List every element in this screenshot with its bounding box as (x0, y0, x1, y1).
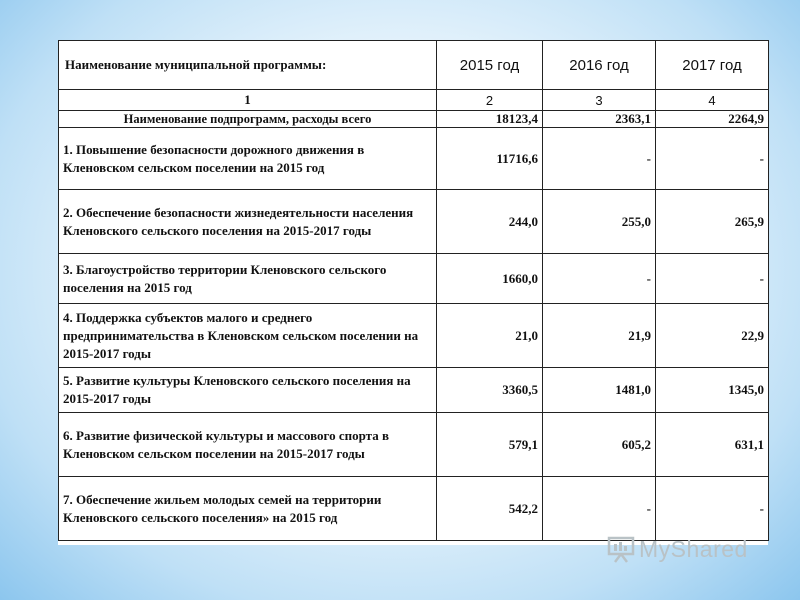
total-2015: 18123,4 (437, 111, 543, 128)
table-row (59, 477, 769, 541)
program-name: 4. Поддержка субъектов малого и среднего предпринимательства в Кленовском сельском поселении на 2015-2017 годы (59, 304, 437, 368)
myshared-watermark (606, 535, 748, 563)
value-2017: 265,9 (656, 190, 769, 254)
presentation-board-icon (606, 535, 636, 563)
value-2016: - (543, 477, 656, 541)
column-index: 3 (543, 90, 656, 111)
column-index: 2 (437, 90, 543, 111)
value-2015: 579,1 (437, 413, 543, 477)
value-2016: 255,0 (543, 190, 656, 254)
watermark-text: MyShared (639, 535, 748, 562)
value-2016: 21,9 (543, 304, 656, 368)
table-row (59, 128, 769, 190)
total-row (59, 111, 769, 128)
value-2015: 542,2 (437, 477, 543, 541)
program-name: 6. Развитие физической культуры и массового спорта в Кленовском сельском поселении на 2015-2017 годы (59, 413, 437, 477)
value-2016: 1481,0 (543, 368, 656, 413)
header-year-2016: 2016 год (543, 41, 656, 90)
total-2016: 2363,1 (543, 111, 656, 128)
budget-table (58, 40, 769, 541)
table-row (59, 368, 769, 413)
value-2017: 631,1 (656, 413, 769, 477)
column-index: 4 (656, 90, 769, 111)
value-2016: - (543, 254, 656, 304)
value-2016: 605,2 (543, 413, 656, 477)
table-row (59, 254, 769, 304)
total-label: Наименование подпрограмм, расходы всего (59, 111, 437, 128)
program-name: 2. Обеспечение безопасности жизнедеятельности населения Кленовского сельского поселения на 2015-2017 годы (59, 190, 437, 254)
program-name: 7. Обеспечение жильем молодых семей на территории Кленовского сельского поселения» на 2015 год (59, 477, 437, 541)
value-2017: - (656, 477, 769, 541)
program-name: 1. Повышение безопасности дорожного движения в Кленовском сельском поселении на 2015 год (59, 128, 437, 190)
program-name: 5. Развитие культуры Кленовского сельского поселения на 2015-2017 годы (59, 368, 437, 413)
value-2017: - (656, 254, 769, 304)
column-index: 1 (59, 90, 437, 111)
column-index-row (59, 90, 769, 111)
header-year-2015: 2015 год (437, 41, 543, 90)
total-2017: 2264,9 (656, 111, 769, 128)
value-2017: 1345,0 (656, 368, 769, 413)
table-row (59, 413, 769, 477)
value-2015: 11716,6 (437, 128, 543, 190)
header-program-name: Наименование муниципальной программы: (59, 41, 437, 90)
value-2016: - (543, 128, 656, 190)
value-2015: 3360,5 (437, 368, 543, 413)
table-header-row (59, 41, 769, 90)
table-row (59, 304, 769, 368)
value-2017: 22,9 (656, 304, 769, 368)
value-2017: - (656, 128, 769, 190)
value-2015: 1660,0 (437, 254, 543, 304)
header-year-2017: 2017 год (656, 41, 769, 90)
value-2015: 21,0 (437, 304, 543, 368)
program-name: 3. Благоустройство территории Кленовского сельского поселения на 2015 год (59, 254, 437, 304)
value-2015: 244,0 (437, 190, 543, 254)
table-row (59, 190, 769, 254)
